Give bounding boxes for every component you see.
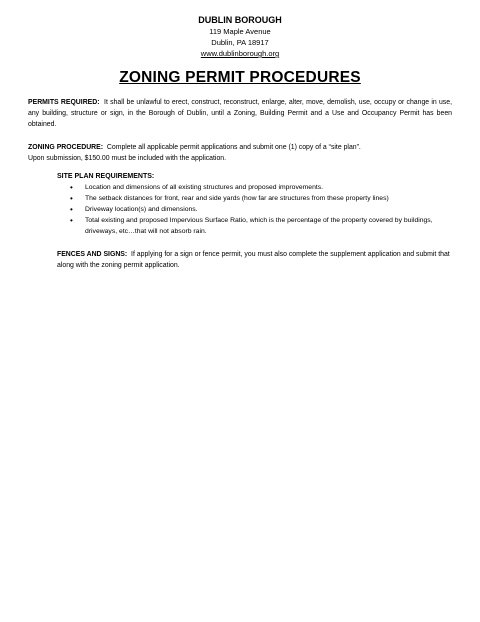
- fences-signs-label: FENCES AND SIGNS:: [57, 251, 128, 258]
- fences-signs-text: If applying for a sign or fence permit, you must also complete the supplement application and submit that along with the zoning permit application.: [57, 251, 450, 269]
- permits-required-paragraph: [28, 97, 452, 130]
- zoning-procedure-text: Complete all applicable permit applications and submit one (1) copy of a “site plan”.: [106, 144, 361, 151]
- list-item: [70, 193, 452, 204]
- site-plan-heading: SITE PLAN REQUIREMENTS:: [57, 173, 155, 180]
- zoning-procedure-paragraph: [28, 142, 452, 153]
- list-item: [70, 215, 452, 237]
- zoning-procedure-label: ZONING PROCEDURE:: [28, 144, 104, 151]
- list-item: [70, 182, 452, 193]
- fences-signs-paragraph: [57, 249, 452, 271]
- bullet-icon: •: [70, 205, 73, 214]
- website-link[interactable]: www.dublinborough.org: [200, 49, 280, 58]
- list-item-text: Location and dimensions of all existing structures and proposed improvements.: [85, 184, 324, 191]
- list-item-text: The setback distances for front, rear and side yards (how far are structures from these property lines): [85, 195, 389, 202]
- site-plan-list: [57, 182, 452, 237]
- bullet-icon: •: [70, 183, 73, 192]
- bullet-icon: •: [70, 216, 73, 225]
- street-address: 119 Maple Avenue: [209, 27, 271, 36]
- page-title: ZONING PERMIT PROCEDURES: [119, 69, 361, 86]
- permits-required-text: It shall be unlawful to erect, construct, reconstruct, enlarge, alter, move, demolish, use, occupy or change in use, any building, structure or sign, in the Borough of Dublin, until a Zoning, Building Permit and a Use and Occupancy Permit has been obtained.: [28, 99, 452, 128]
- list-item: [70, 204, 452, 215]
- letterhead: [28, 14, 452, 59]
- list-item-text: Total existing and proposed Impervious Surface Ratio, which is the percentage of the property covered by buildings, driveways, etc…that will not absorb rain.: [85, 217, 433, 235]
- organization-name: DUBLIN BOROUGH: [198, 15, 282, 25]
- site-plan-section: [57, 171, 452, 237]
- list-item-text: Driveway location(s) and dimensions.: [85, 206, 198, 213]
- bullet-icon: •: [70, 194, 73, 203]
- city-state-zip: Dublin, PA 18917: [211, 38, 269, 47]
- permits-required-label: PERMITS REQUIRED:: [28, 99, 100, 106]
- fee-note: Upon submission, $150.00 must be included with the application.: [28, 155, 227, 162]
